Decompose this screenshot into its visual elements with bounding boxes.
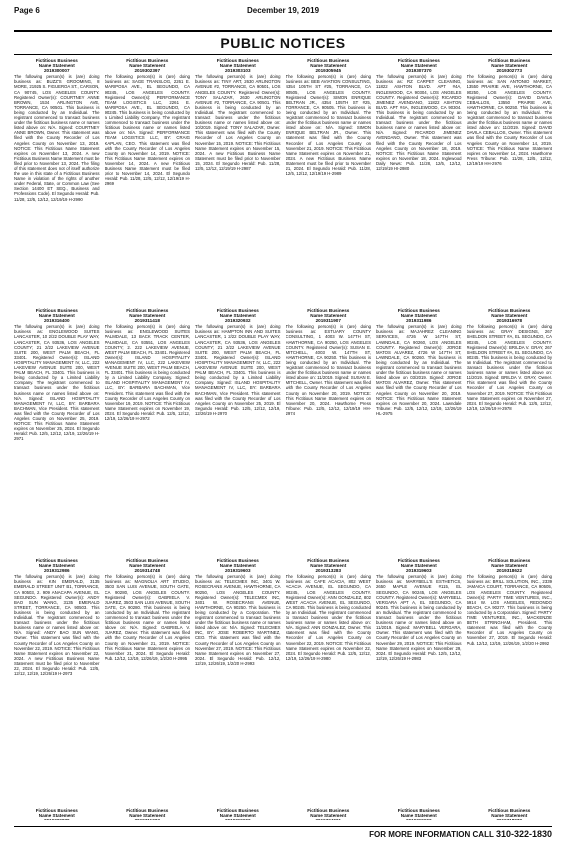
notice-body: The following person(s) is (are) doing business as: HAMPTON INN AND SUITES LANCASTER, 1 2/22 DOUBLE PLAY WAY, LANCASTER, CA 93536, LOS ANGELES COUNTY; 21 2/22 LAKEVIEW AVENUE SUITE 200, WEST PALM BEACH, FL 33401. Registered Owner(s): ISLAND HOSPITALITY MANAGEMENT IV, LLC, 222 LAKEVIEW AVENUE SUITE 200, WEST PALM BEACH, FL 33401. This business is being conducted by a Limited Liability Company. Signed: ISLAND HOSPITALITY MANAGEMENT IV, LLC, BY: BARBARA BACHMAN, Vice President. This statement was filed with the County Recorder of Los Angeles County on November 25, 2019. El Segundo Herald: Pub. 12/5, 12/12, 12/19, 12/26/19 H-2970 — [195, 324, 281, 416]
notice-num: 2019311418 — [134, 318, 160, 324]
notice-num: 2019302773 — [496, 68, 523, 74]
notice-h1: Fictitious Business — [35, 808, 78, 813]
page-header — [14, 6, 552, 20]
notice-h2: Name Statement — [400, 63, 437, 69]
notice-h2: Name Statement — [219, 813, 256, 819]
footer-phone: 310-322-1830 — [495, 829, 552, 839]
notice-h2: Name Statement — [129, 563, 166, 569]
notice-h2: Name Statement — [491, 63, 528, 69]
notice — [286, 308, 372, 554]
notice-h1: Fictitious Business — [307, 308, 350, 313]
notice-h1: Fictitious Business — [35, 558, 78, 563]
notice-body: The following person(s) is (are) doing business as: BEB AVIATION CONSULTING, 4354 105TH ST #25, TORRANCE, CA 90505, LOS ANGELES COUNTY. Registered Owner(s): SIMON ENRIQUE BELTRAN JR., 4354 105TH ST #25, TORRANCE, CA 90505. This business is being conducted by an Individual. The registrant commenced to transact business under the fictitious business name or names listed above on: N/A. Signed: SIMON ENRIQUE BELTRAN JR., Owner. This statement was filed with the County Recorder of Los Angeles County on November 21, 2019. NOTICE: This Fictitious Name Statement expires on November 21, 2024. A new Fictitious Business Name Statement must be filed prior to November 21, 2024. El Segundo Herald: Pub. 11/28, 12/5, 12/12, 12/19/19 H-2989 — [285, 74, 371, 177]
notice-h2: Name Statement — [38, 313, 75, 319]
notice-h1: Fictitious Business — [307, 808, 350, 813]
notice — [376, 808, 462, 820]
notice-num — [376, 818, 462, 820]
notice-h2: Name Statement — [129, 313, 166, 319]
notice-h1: Fictitious Business — [397, 308, 440, 313]
notice-num: 2019316978 — [496, 318, 523, 324]
notice-num: 2019318622 — [496, 568, 523, 574]
notice-num: 2019311907 — [315, 318, 341, 324]
notice-body: The following person(s) is (are) doing business as: ENGLEWOOD SUITES PALMDALE, 13 BACK TRACK CENTER, PALMDALE, CA 93551, LOS ANGELES COUNTY; 2. 222 LAKEVIEW AVENUE, WEST PALM BEACH, FL 33401. Registered Owner(s): ISLAND HOSPITALITY MANAGEMENT IV, LLC, 222 LAKEVIEW AVENUE SUITE 200, WEST PALM BEACH, FL 33401. This business is being conducted by a Limited Liability Company. Signed: ISLAND HOSPITALITY MANAGEMENT IV, LLC, BY: BARBARA BACHMAN, Vice President. This statement was filed with the County Recorder of Los Angeles County on November 19, 2019. NOTICE: This Fictitious Name Statement expires on November 19, 2024. El Segundo Herald: Pub. 12/5, 12/12, 12/19, 12/26/19 H-2972 — [104, 324, 190, 421]
notice-h2: Name Statement — [310, 563, 347, 569]
notice-body: The following person(s) is (are) doing business as: KIN EMERALD, 3135 EMERALD STREET UNIT B1, TORRANCE, CA 90503, 2. 909 ANACAPA AVENUE, EL SEGUNDO. Registered Owner(s): ANDY BAO SUN WANG, 3135 EMERALD STREET, TORRANCE, CA 90503. This business is being conducted by an Individual. The registrant commenced to transact business under the fictitious business name or names listed above on: N/A. Signed: ANDY BAO SUN WANG, Owner. This statement was filed with the County Recorder of Los Angeles County on November 22, 2019. NOTICE: This Fictitious Name Statement expires on November 22, 2024. A new Fictitious Business Name Statement must be filed prior to November 22, 2024. El Segundo Herald: Pub. 12/5, 12/12, 12/19, 12/26/19 H-2973 — [14, 574, 100, 677]
notice-body: The following person(s) is (are) doing business as: ESTUARY COUNTY CONSULTING, 1 4003 W. 147TH ST, HAWTHORNE, CA 90250, LOS ANGELES COUNTY. Registered Owner(s): SUSAN E. MITCHELL, 4003 W. 147TH ST, HAWTHORNE, CA 90250. This business is being conducted by an Individual. The registrant commenced to transact business under the fictitious business name or names listed above on: 11/2019. Signed: SUSAN E. MITCHELL, Owner. This statement was filed with the County Recorder of Los Angeles County on November 20, 2019. NOTICE: This Fictitious Name Statement expires on November 20, 2024. Hawthorne Press Tribune: Pub. 12/5, 12/12, 12/19/19 HH-2974 — [285, 324, 371, 416]
notice-column — [286, 58, 372, 820]
notice-h2: Name Statement — [400, 313, 437, 319]
notice-body: The following person(s) is (are) doing business as: CAFE ACACIA, 802 WEST ACACIA AVENUE, EL SEGUNDO, CA 90245, LOS ANGELES COUNTY. Registered Owner(s): ANN GONZALEZ, 802 WEST ACACIA AVENUE, EL SEGUNDO, CA 90245. This business is being conducted by an Individual. The registrant commenced to transact business under the fictitious business name or names listed above on: N/A. Signed: ANN GONZALEZ, Owner. This statement was filed with the County Recorder of Los Angeles County on November 22, 2019. NOTICE: This Fictitious Name Statement expires on November 22, 2024. El Segundo Herald: Pub. 12/5, 12/12, 12/19, 12/26/19 H-2980 — [285, 574, 371, 661]
notice-h2: Name Statement — [310, 313, 347, 319]
notice-h2: Name Statement — [129, 813, 166, 819]
notice-h2: Name Statement — [400, 813, 437, 819]
notice-num: 2019316400 — [43, 318, 70, 324]
notice-num: 2019314748 — [134, 568, 161, 574]
notice — [376, 308, 462, 554]
notice-h2: Name Statement — [491, 813, 528, 819]
notice-num — [286, 818, 372, 820]
notice-h1: Fictitious Business — [488, 558, 531, 563]
notice-h1: Fictitious Business — [126, 808, 169, 813]
notice-h2: Name Statement — [38, 813, 75, 819]
notice-num — [467, 818, 553, 820]
notice — [105, 58, 191, 304]
notice-h1: Fictitious Business — [216, 558, 259, 563]
notice-body: The following person(s) is (are) doing business as: RZ CARPET CLEANING, 11822 ASHTON BLVD. APT #4A, INGLEWOOD, CA 90304, LOS ANGELES COUNTY. Registered Owner(s): RICARDO JIMENEZ AVENDANO, 11822 ASHTON BLVD. APT #4A, INGLEWOOD, CA 90304. This business is being conducted by an Individual. The registrant commenced to transact business under the fictitious business name or names listed above on: N/A. Signed: RICARDO JIMENEZ AVENDANO, Owner. This statement was filed with the County Recorder of Los Angeles County on November 18, 2019. NOTICE: This Fictitious Name Statement expires on November 18, 2024. Inglewood Daily News: Pub. 11/28, 12/5, 12/12, 12/19/19 HI-2980 — [376, 74, 462, 171]
notice-h1: Fictitious Business — [397, 558, 440, 563]
notice-num: 2019305945 — [315, 68, 342, 74]
notice-num — [14, 818, 100, 820]
notice — [195, 808, 281, 820]
notice-num: 2019319603 — [224, 568, 251, 574]
notice — [105, 808, 191, 820]
notice-h1: Fictitious Business — [35, 308, 78, 313]
notice-body: The following person(s) is (are) doing business as: BRILL SOLUTION, INC., 2339 JAMAICA COURT, TORRANCE, CA 90505, LOS ANGELES COUNTY. Registered Owner(s): PARTY TIME VENTURES, INC., 5914 W. LOS ANGELES, REDONDO BEACH, CA 90277. This business is being conducted by a Corporation. Signed: PARTY TIME VENTURES, INC., MACKENZIE BETH STRINGHAM, President. This statement was filed with the County Recorder of Los Angeles County on November 27, 2019. El Segundo Herald: Pub. 12/12, 12/19, 12/26/19, 1/2/20 H-2992 — [466, 574, 552, 646]
notice-column — [14, 58, 100, 820]
notice-num: 2019312986 — [43, 568, 70, 574]
notice — [467, 58, 553, 304]
notice-h1: Fictitious Business — [307, 58, 350, 63]
notice — [467, 808, 553, 820]
notice-h1: Fictitious Business — [216, 808, 259, 813]
notice-h2: Name Statement — [310, 63, 347, 69]
notice-num: 2019302397 — [134, 68, 161, 74]
notice — [195, 558, 281, 804]
notice-num: 2019303103 — [224, 68, 251, 74]
notice — [105, 308, 191, 554]
notice-h2: Name Statement — [491, 563, 528, 569]
notice — [376, 558, 462, 804]
notice-h2: Name Statement — [129, 63, 166, 69]
notice-body: The following person(s) is (are) doing business as: ENGLEWOOD SUITES LANCASTER, 10 2/22 DOUBLE PLAY WAY, LANCASTER, CA 93536, LOS ANGELES COUNTY; 21 2/22 LAKEVIEW AVENUE SUITE 200, WEST PALM BEACH, FL 33401. Registered Owner(s): ISLAND HOSPITALITY MANAGEMENT IV, LLC, 222 LAKEVIEW AVENUE SUITE 200, WEST PALM BEACH, FL 33401. This business is being conducted by a Limited Liability Company. The registrant commenced to transact business under the fictitious business name or names listed above on: N/A. Signed: ISLAND HOSPITALITY MANAGEMENT IV, LLC, BY: BARBARA BACHMAN, Vice President. This statement was filed with the County Recorder of Los Angeles County on November 25, 2019. NOTICE: This Fictitious Name Statement expires on November 25, 2024. El Segundo Herald: Pub. 12/5, 12/12, 12/19, 12/26/19 H-2971 — [14, 324, 100, 442]
notice-body: The following person(s) is (are) doing business as: TELECMEX INC, 3401 W. ROSECRANS AVENUE, HAWTHORNE, CA 90250, LOS ANGELES COUNTY. Registered Owner(s): TELECMEX INC, 3401 W. ROSECRANS AVENUE, HAWTHORNE, CA 90250. This business is being conducted by a Corporation. The registrant commenced to transact business under the fictitious business name or names listed above on: N/A. Signed: TELECMEX INC, BY: JOSE ROBERTO MARTINEZ, CEO. This statement was filed with the County Recorder of Los Angeles County on November 27, 2019. NOTICE: This Fictitious Name Statement expires on November 27, 2024. El Segundo Herald: Pub. 12/12, 12/19, 12/26/19, 1/2/20 H-2993 — [195, 574, 281, 666]
notice-h2: Name Statement — [38, 63, 75, 69]
notice-num: 2019320932 — [224, 318, 251, 324]
notice — [286, 58, 372, 304]
section-banner — [14, 30, 552, 55]
notice-h1: Fictitious Business — [126, 58, 169, 63]
notice-body: The following person(s) is (are) doing business as: SAN ANTONIO MARKET, 13550 PRAIRIE AVE, HAWTHORNE, CA 90250, LOS ANGELES COUNTY. Registered Owner(s): DAVID DAVILA CEBALLOS, 13550 PRAIRIE AVE, HAWTHORNE, CA 90250. This business is being conducted by an Individual. The registrant commenced to transact business under the fictitious business name or names listed above on: 11/2019. Signed: DAVID DAVILA CEBALLOS, Owner. This statement was filed with the County Recorder of Los Angeles County on November 14, 2019. NOTICE: This Fictitious Name Statement expires on November 14, 2024. Hawthorne Press Tribune: Pub. 11/28, 12/5, 12/12, 12/19/19 HH-2976 — [466, 74, 552, 166]
issue-date: December 19, 2019 — [246, 6, 320, 15]
notice-h2: Name Statement — [219, 63, 256, 69]
notice — [195, 58, 281, 304]
notice-body: The following person(s) is (are) doing business as: GRAY DESIGNS, 267 SHELDON STREET #A, EL SEGUNDO, CA 90245, LOS ANGELES COUNTY. Registered Owner(s): BRILDA V. GRAY, 267 SHELDON STREET #A, EL SEGUNDO, CA 90245. This business is being conducted by an Individual. The registrant commenced to transact business under the fictitious business name or names listed above on: 11/2019. Signed: BRILDA V. GRAY, Owner. This statement was filed with the County Recorder of Los Angeles County on November 27, 2019. NOTICE: This Fictitious Name Statement expires on November 27, 2024. El Segundo Herald: Pub. 12/5, 12/12, 12/19, 12/26/19 H-2978 — [466, 324, 552, 411]
notice — [195, 308, 281, 554]
notice-h1: Fictitious Business — [126, 308, 169, 313]
notices-grid — [14, 58, 552, 820]
notice-h1: Fictitious Business — [35, 58, 78, 63]
notice — [14, 808, 100, 820]
notice-h1: Fictitious Business — [397, 808, 440, 813]
notice-h1: Fictitious Business — [126, 558, 169, 563]
section-title: PUBLIC NOTICES — [220, 35, 346, 51]
notice-h1: Fictitious Business — [216, 58, 259, 63]
notice-num: 2019311986 — [406, 318, 432, 324]
notice — [14, 308, 100, 554]
notice-column — [376, 58, 462, 820]
notice-column — [105, 58, 191, 820]
notice-h1: Fictitious Business — [397, 58, 440, 63]
notice — [376, 58, 462, 304]
notice-num — [105, 818, 191, 820]
notice — [14, 558, 100, 804]
notice-h2: Name Statement — [38, 563, 75, 569]
footer-label: FOR MORE INFORMATION CALL — [369, 830, 494, 839]
notice-body: The following person(s) is (are) doing business as: MAGNOLIA ART STUDIO, 3503 SAN LUIS AVENUE, SOUTH GATE, CA 90280, LOS ANGELES COUNTY. Registered Owner(s): GABRIELA V. JUAREZ, 3503 SAN LUIS AVENUE, SOUTH GATE, CA 90280. This business is being conducted by an Individual. The registrant commenced to transact business under the fictitious business name or names listed above on: N/A. Signed: GABRIELA V. JUAREZ, Owner. This statement was filed with the County Recorder of Los Angeles County on November 21, 2019. NOTICE: This Fictitious Name Statement expires on November 21, 2024. El Segundo Herald: Pub. 12/12, 12/19, 12/26/19, 1/2/20 H-2995 — [104, 574, 190, 661]
notice-num: 2019319603 — [405, 568, 432, 574]
notice-h1: Fictitious Business — [488, 58, 531, 63]
notice-h1: Fictitious Business — [307, 558, 350, 563]
notice — [467, 308, 553, 554]
notice-num — [195, 818, 281, 820]
notice-h2: Name Statement — [400, 563, 437, 569]
page-footer — [14, 826, 552, 841]
notice-num: 2019307370 — [405, 68, 432, 74]
notice-body: The following person(s) is (are) doing business as: MAJAHREZ CLEANING SERVICES, 4726 W 147TH ST, LAWNDALE, CA 90260, LOS ANGELES COUNTY. Registered Owner(s): JORGE MATOS ALVAREZ, 4726 W 147TH ST, LAWNDALE, CA 90260. This business is being conducted by an Individual. The registrant commenced to transact business under the fictitious business name or names listed above on 03/2019. Signed: JORGE MATOS ALVAREZ, Owner. This statement was filed with the County Recorder of Los Angeles County on November 20, 2019. NOTICE: This Fictitious Name Statement expires on November 20, 2024. Lawndale Tribune: Pub. 12/5, 12/12, 12/19, 12/26/19 HL-2975 — [376, 324, 462, 416]
notice-h1: Fictitious Business — [216, 308, 259, 313]
notice-h2: Name Statement — [491, 313, 528, 319]
notice-h2: Name Statement — [310, 813, 347, 819]
notice — [286, 808, 372, 820]
notice-num: 2019313283 — [315, 568, 342, 574]
notice-body: The following person(s) is (are) doing business as: TINY ART, 2630 ARLINGTON AVENUE #2, TORRANCE, CA 90501, LOS ANGELES COUNTY. Registered Owner(s): TONY SALAZAR, 2630 ARLINGTON AVENUE #2, TORRANCE, CA 90501. This business is being conducted by an Individual. The registrant commenced to transact business under the fictitious business name or names listed above on: 10/2019. Signed: TONY SALAZAR, Owner. This statement was filed with the County Recorder of Los Angeles County on November 15, 2019. NOTICE: This Fictitious Name Statement expires on November 15, 2024. A new Fictitious Business Name Statement must be filed prior to November 15, 2024. El Segundo Herald: Pub. 11/28, 12/5, 12/12, 12/19/19 H-2987 — [195, 74, 281, 171]
notice — [14, 58, 100, 304]
notice — [286, 558, 372, 804]
notice-column — [467, 58, 553, 820]
notice-body: The following person(s) is (are) doing business as: BUZZ'S GROOMING, 8 MORE, 21925 S. FIGUEROA ST., CARSON, CA 90745, LOS ANGELES COUNTY. Registered Owner(s): COURTNEY ANNE BROWN, 1534 ARLINGTON AVE, TORRANCE, CA 90501. This business is being conducted by an Individual. The registrant commenced to transact business under the fictitious business name or names listed above on: N/A. Signed: COURTNEY ANNE BROWN, Owner. This statement was filed with the County Recorder of Los Angeles County on November 13, 2019. NOTICE: This Fictitious Name Statement expires on November 13, 2024. A new Fictitious Business Name Statement must be filed prior to November 13, 2024. The filing of this statement does not of itself authorize the use in this state of a Fictitious Business Name in violation of the rights of another under Federal, State, or Common Law (See Section 14400 ET SEQ., Business and Professions Code). El Segundo Herald: Pub. 11/28, 12/5, 12/12, 12/19/19 H-2990 — [14, 74, 100, 202]
notice-num: 2019300007 — [43, 68, 70, 74]
notice-h2: Name Statement — [219, 563, 256, 569]
page-number: Page 6 — [14, 6, 40, 15]
notice-body: The following person(s) is (are) doing business as: SAGE TRANSLOG, 2261 E. MARIPOSA AVE., EL SEGUNDO, CA 90245, LOS ANGELES COUNTY. Registered Owner(s): PERFORMANCE TEAM LOGISTICS LLC, 2261 E. MARIPOSA AVE., EL SEGUNDO, CA 90245. This business is being conducted by a Limited Liability Company. The registrant commenced to transact business under the fictitious business name or names listed above on: N/A. Signed: PERFORMANCE TEAM LOGISTICS LLC, BY: CRAIG KAPLAN, CEO. This statement was filed with the County Recorder of Los Angeles County on November 14, 2019. NOTICE: This Fictitious Name Statement expires on November 14, 2024. A new Fictitious Business Name Statement must be filed prior to November 14, 2024. El Segundo Herald: Pub. 11/28, 12/5, 12/12, 12/19/19 H-2969 — [104, 74, 190, 187]
notice-column — [195, 58, 281, 820]
notice-h1: Fictitious Business — [488, 308, 531, 313]
notice — [105, 558, 191, 804]
notice — [467, 558, 553, 804]
notice-h2: Name Statement — [219, 313, 256, 319]
notice-body: The following person(s) is (are) doing business as: MARYBELL'S ESTHETICS, 2650 MAPLE AVENUE #115, EL SEGUNDO, CA 90245, LOS ANGELES COUNTY. Registered Owner(s): MARYBELL VERGARA APT A, EL SEGUNDO, CA 90245. This business is being conducted by an Individual. The registrant commenced to transact business under the fictitious business name or names listed above on 11/2019. Signed: MARYBELL VERGARA, Owner. This statement was filed with the County Recorder of Los Angeles County on November 29, 2019. NOTICE: This Fictitious Name Statement expires on November 29, 2024. El Segundo Herald: Pub. 12/5, 12/12, 12/19, 12/26/19 H-2983 — [376, 574, 462, 661]
notice-h1: Fictitious Business — [488, 808, 531, 813]
